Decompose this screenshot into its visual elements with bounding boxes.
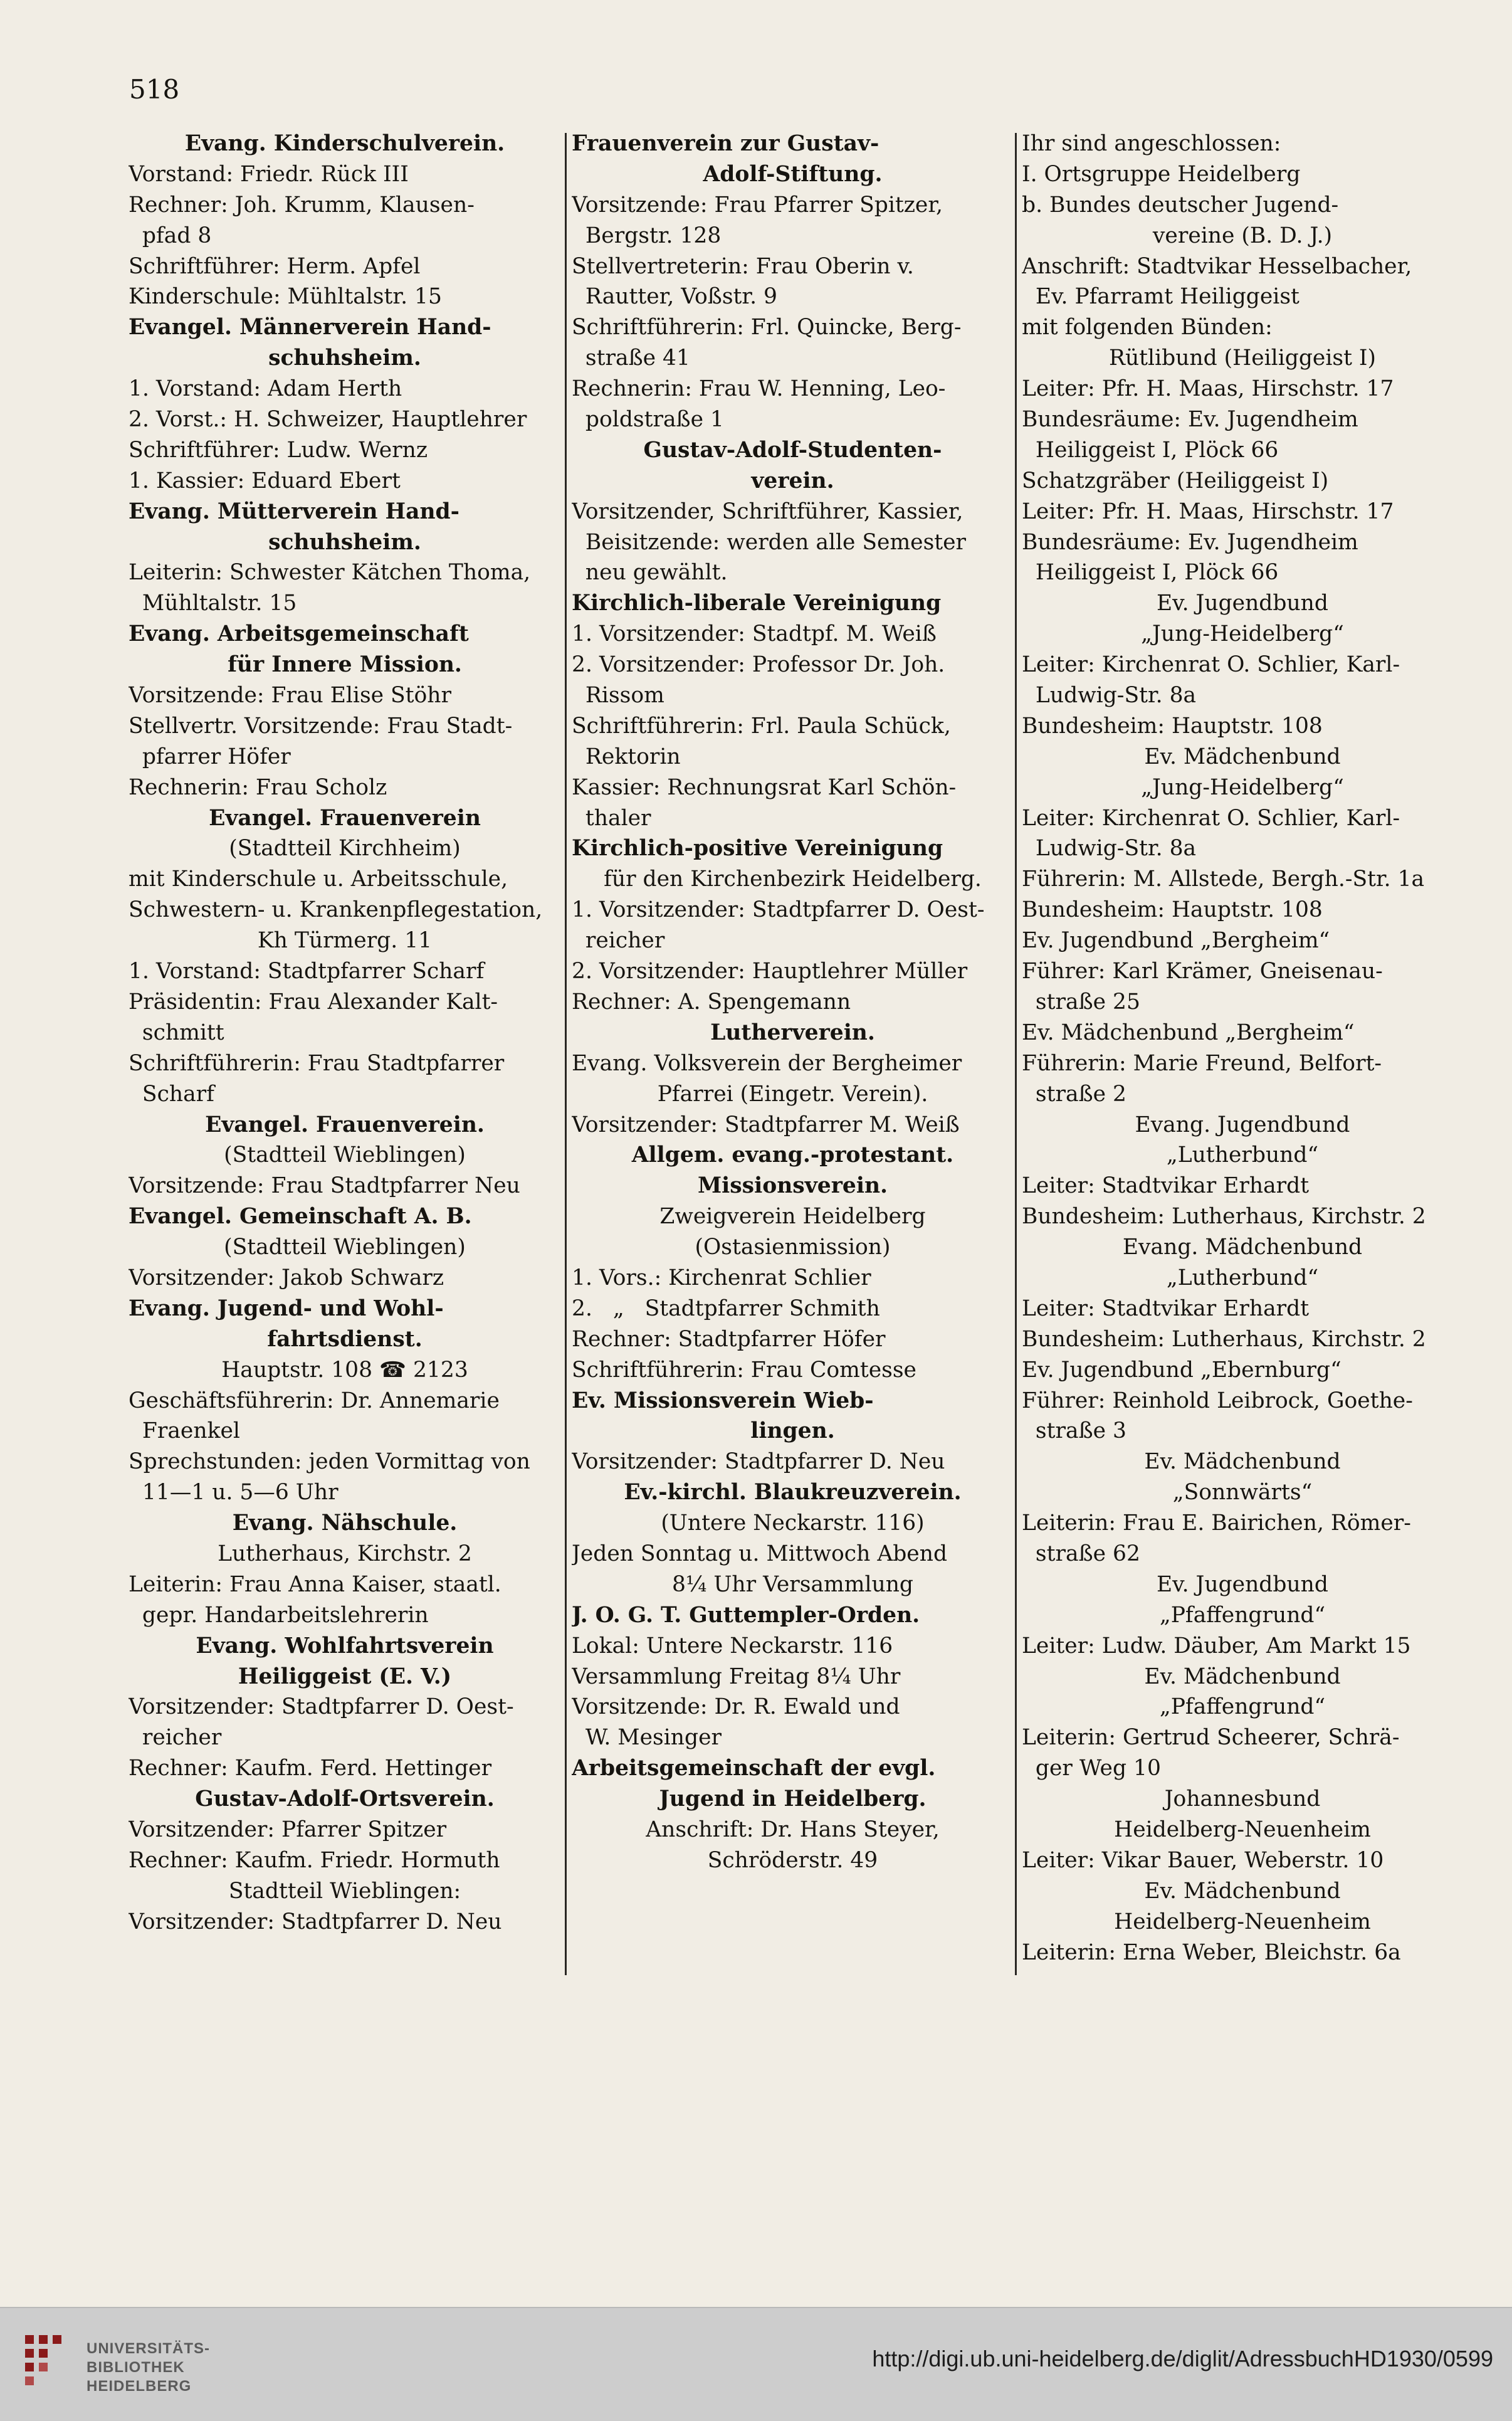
entry-heading: Evang. Nähschule.: [232, 1511, 458, 1536]
entry-line: Heiliggeist I, Plöck 66: [1022, 560, 1279, 586]
entry-line: Vorsitzende: Frau Stadtpfarrer Neu: [129, 1173, 520, 1199]
entry-line: poldstraße 1: [572, 407, 724, 433]
entry-line: Ev. Mädchenbund: [1144, 1664, 1341, 1689]
entry-line: Bundesheim: Lutherhaus, Kirchstr. 2: [1022, 1204, 1426, 1230]
entry-line: ger Weg 10: [1022, 1756, 1161, 1781]
entry-line: Vorsitzender: Pfarrer Spitzer: [129, 1817, 447, 1842]
entry-line: Vorstand: Friedr. Rück III: [129, 161, 409, 187]
entry-line: W. Mesinger: [572, 1725, 722, 1751]
permalink-url[interactable]: http://digi.ub.uni-heidelberg.de/diglit/AdressbuchHD1930/0599: [872, 2346, 1493, 2371]
entry-line: 1. Kassier: Eduard Ebert: [129, 468, 401, 493]
entry-line: Ev. Jugendbund „Ebernburg“: [1022, 1357, 1341, 1383]
entry-heading: Ev. Missionsverein Wieb-: [572, 1388, 874, 1413]
entry-line: Hauptstr. 108 ☎ 2123: [221, 1357, 468, 1383]
entry-line: Rechner: Kaufm. Friedr. Hormuth: [129, 1847, 500, 1873]
entry-line: 2. Vorsitzender: Professor Dr. Joh.: [572, 652, 945, 678]
entry-heading: Arbeitsgemeinschaft der evgl.: [572, 1756, 936, 1781]
entry-heading: Kirchlich-liberale Vereinigung: [572, 591, 942, 616]
entry-line: Vorsitzender: Stadtpfarrer D. Neu: [129, 1909, 502, 1934]
entry-line: Schriftführerin: Frl. Quincke, Berg-: [572, 315, 962, 340]
entry-line: 1. Vors.: Kirchenrat Schlier: [572, 1265, 871, 1290]
entry-line: (Untere Neckarstr. 116): [661, 1511, 925, 1536]
entry-line: Vorsitzender: Stadtpfarrer D. Oest-: [129, 1694, 514, 1720]
entry-heading: Lutherverein.: [710, 1020, 875, 1045]
entry-heading: fahrtsdienst.: [267, 1326, 423, 1352]
entry-line: Leiterin: Frau E. Bairichen, Römer-: [1022, 1511, 1411, 1536]
entry-line: vereine (B. D. J.): [1152, 223, 1333, 248]
entry-line: straße 2: [1022, 1081, 1126, 1107]
logo-line: UNIVERSITÄTS-: [87, 2340, 211, 2357]
entry-line: schmitt: [129, 1020, 224, 1045]
entry-line: Ev. Jugendbund: [1157, 1571, 1328, 1597]
entry-heading: Gustav-Adolf-Ortsverein.: [195, 1786, 495, 1812]
entry-line: für den Kirchenbezirk Heidelberg.: [604, 867, 982, 892]
entry-line: pfarrer Höfer: [129, 744, 291, 769]
entry-line: straße 62: [1022, 1541, 1140, 1566]
entry-line: Rechner: Stadtpfarrer Höfer: [572, 1326, 886, 1352]
entry-line: Leiter: Pfr. H. Maas, Hirschstr. 17: [1022, 498, 1394, 524]
entry-line: Beisitzende: werden alle Semester: [572, 529, 967, 555]
entry-line: „Sonnwärts“: [1172, 1480, 1313, 1506]
entry-line: Ev. Mädchenbund: [1144, 1449, 1341, 1475]
entry-line: Vorsitzender: Stadtpfarrer D. Neu: [572, 1449, 945, 1475]
entry-line: Schriftführer: Herm. Apfel: [129, 253, 421, 279]
library-logo-text: [87, 2339, 210, 2396]
text-column-2: [572, 129, 1014, 1876]
entry-line: Anschrift: Stadtvikar Hesselbacher,: [1022, 253, 1412, 279]
entry-line: Leiterin: Erna Weber, Bleichstr. 6a: [1022, 1939, 1401, 1965]
entry-line: Vorsitzende: Dr. R. Ewald und: [572, 1694, 900, 1720]
entry-line: „Pfaffengrund“: [1159, 1694, 1326, 1720]
entry-line: Rütlibund (Heiliggeist I): [1108, 345, 1376, 371]
entry-line: Ev. Jugendbund: [1157, 591, 1328, 616]
entry-line: „Pfaffengrund“: [1159, 1602, 1326, 1628]
entry-line: Ev. Mädchenbund: [1144, 1878, 1341, 1904]
entry-line: Leiterin: Gertrud Scheerer, Schrä-: [1022, 1725, 1400, 1751]
entry-line: Bundesräume: Ev. Jugendheim: [1022, 529, 1358, 555]
entry-heading: Evang. Arbeitsgemeinschaft: [129, 621, 469, 647]
entry-line: 1. Vorstand: Stadtpfarrer Scharf: [129, 959, 485, 984]
entry-line: straße 25: [1022, 989, 1140, 1015]
entry-heading: Heiliggeist (E. V.): [238, 1664, 452, 1689]
entry-heading: Gustav-Adolf-Studenten-: [643, 437, 942, 463]
entry-line: Ev. Pfarramt Heiliggeist: [1022, 284, 1299, 310]
entry-line: Präsidentin: Frau Alexander Kalt-: [129, 989, 498, 1015]
entry-line: Führerin: M. Allstede, Bergh.-Str. 1a: [1022, 867, 1425, 892]
entry-line: Schriftführerin: Frau Comtesse: [572, 1357, 916, 1383]
entry-line: „Jung-Heidelberg“: [1141, 774, 1344, 800]
entry-heading: für Innere Mission.: [228, 652, 462, 678]
entry-heading: Evangel. Gemeinschaft A. B.: [129, 1204, 472, 1230]
entry-line: Leiter: Pfr. H. Maas, Hirschstr. 17: [1022, 376, 1394, 402]
entry-line: Anschrift: Dr. Hans Steyer,: [646, 1817, 940, 1842]
library-logo-icon: [25, 2335, 76, 2390]
entry-line: 2. Vorst.: H. Schweizer, Hauptlehrer: [129, 407, 527, 433]
entry-line: Fraenkel: [129, 1418, 240, 1444]
entry-line: 2. Vorsitzender: Hauptlehrer Müller: [572, 959, 968, 984]
entry-line: Führerin: Marie Freund, Belfort-: [1022, 1050, 1382, 1076]
entry-line: neu gewählt.: [572, 560, 728, 586]
entry-line: 1. Vorsitzender: Stadtpf. M. Weiß: [572, 621, 937, 647]
entry-line: Ihr sind angeschlossen:: [1022, 131, 1281, 156]
entry-line: Rissom: [572, 683, 664, 709]
entry-line: 8¼ Uhr Versammlung: [671, 1571, 914, 1597]
entry-line: Schriftführerin: Frau Stadtpfarrer: [129, 1050, 505, 1076]
entry-line: mit folgenden Bünden:: [1022, 315, 1273, 340]
entry-line: Evang. Jugendbund: [1135, 1112, 1350, 1137]
entry-heading: Evangel. Frauenverein.: [205, 1112, 485, 1137]
entry-line: 2. „ Stadtpfarrer Schmith: [572, 1295, 880, 1321]
entry-line: Vorsitzender: Stadtpfarrer M. Weiß: [572, 1112, 960, 1137]
entry-line: Ludwig-Str. 8a: [1022, 683, 1197, 709]
entry-line: Ev. Mädchenbund: [1144, 744, 1341, 769]
entry-line: Leiter: Ludw. Däuber, Am Markt 15: [1022, 1633, 1411, 1659]
entry-line: Führer: Karl Krämer, Gneisenau-: [1022, 959, 1383, 984]
entry-line: Bundesheim: Hauptstr. 108: [1022, 897, 1323, 923]
entry-line: Mühltalstr. 15: [129, 591, 297, 616]
entry-line: Sprechstunden: jeden Vormittag von: [129, 1449, 530, 1475]
entry-line: Ludwig-Str. 8a: [1022, 836, 1197, 862]
logo-line: HEIDELBERG: [87, 2378, 192, 2395]
entry-line: Vorsitzender, Schriftführer, Kassier,: [572, 498, 963, 524]
entry-line: Kh Türmerg. 11: [257, 928, 433, 954]
entry-line: Lutherhaus, Kirchstr. 2: [218, 1541, 472, 1566]
entry-line: (Stadtteil Wieblingen): [224, 1235, 466, 1260]
entry-line: „Jung-Heidelberg“: [1141, 621, 1344, 647]
entry-line: gepr. Handarbeitslehrerin: [129, 1602, 429, 1628]
entry-line: Schriftführer: Ludw. Wernz: [129, 437, 428, 463]
entry-line: I. Ortsgruppe Heidelberg: [1022, 161, 1301, 187]
entry-heading: Evang. Mütterverein Hand-: [129, 498, 459, 524]
entry-heading: Jugend in Heidelberg.: [659, 1786, 927, 1812]
entry-line: Leiter: Stadtvikar Erhardt: [1022, 1295, 1310, 1321]
entry-line: Leiterin: Frau Anna Kaiser, staatl.: [129, 1571, 501, 1597]
entry-line: Stellvertr. Vorsitzende: Frau Stadt-: [129, 713, 513, 739]
entry-line: Bundesheim: Hauptstr. 108: [1022, 713, 1323, 739]
entry-heading: Allgem. evang.-protestant.: [631, 1142, 954, 1168]
entry-heading: Missionsverein.: [697, 1173, 888, 1199]
entry-line: Rechner: Joh. Krumm, Klausen-: [129, 192, 475, 218]
column-divider: [565, 133, 567, 1975]
entry-line: reicher: [572, 928, 665, 954]
entry-line: Rechnerin: Frau Scholz: [129, 774, 387, 800]
entry-line: Geschäftsführerin: Dr. Annemarie: [129, 1388, 500, 1413]
entry-heading: Adolf-Stiftung.: [703, 161, 883, 187]
entry-line: Vorsitzende: Frau Elise Stöhr: [129, 683, 452, 709]
entry-line: Rechnerin: Frau W. Henning, Leo-: [572, 376, 946, 402]
column-divider: [1015, 133, 1017, 1975]
entry-line: Evang. Volksverein der Bergheimer: [572, 1050, 962, 1076]
entry-line: Zweigverein Heidelberg: [659, 1204, 926, 1230]
entry-line: Heidelberg-Neuenheim: [1114, 1817, 1371, 1842]
entry-heading: Ev.-kirchl. Blaukreuzverein.: [624, 1480, 962, 1506]
entry-line: Kinderschule: Mühltalstr. 15: [129, 284, 442, 310]
entry-line: Ev. Mädchenbund „Bergheim“: [1022, 1020, 1355, 1045]
entry-line: (Ostasienmission): [695, 1235, 891, 1260]
entry-line: Vorsitzende: Frau Pfarrer Spitzer,: [572, 192, 943, 218]
entry-heading: schuhsheim.: [268, 345, 421, 371]
entry-line: Scharf: [129, 1081, 214, 1107]
entry-line: Schwestern- u. Krankenpflegestation,: [129, 897, 543, 923]
entry-line: Schröderstr. 49: [707, 1847, 878, 1873]
page-number: 518: [129, 74, 180, 105]
entry-line: Rektorin: [572, 744, 681, 769]
entry-heading: Evang. Wohlfahrtsverein: [196, 1633, 494, 1659]
entry-line: thaler: [572, 805, 651, 831]
entry-line: Heiliggeist I, Plöck 66: [1022, 437, 1279, 463]
library-footer-bar: [0, 2307, 1512, 2421]
entry-line: reicher: [129, 1725, 222, 1751]
entry-line: (Stadtteil Kirchheim): [229, 836, 461, 862]
entry-line: Bundesräume: Ev. Jugendheim: [1022, 407, 1358, 433]
logo-line: BIBLIOTHEK: [87, 2359, 185, 2376]
entry-line: Johannesbund: [1164, 1786, 1321, 1812]
entry-line: Pfarrei (Eingetr. Verein).: [657, 1081, 928, 1107]
entry-line: Leiter: Stadtvikar Erhardt: [1022, 1173, 1310, 1199]
entry-line: „Lutherbund“: [1166, 1142, 1319, 1168]
entry-line: straße 3: [1022, 1418, 1126, 1444]
entry-heading: lingen.: [750, 1418, 835, 1444]
entry-heading: schuhsheim.: [268, 529, 421, 555]
entry-line: straße 41: [572, 345, 690, 371]
entry-line: Leiter: Kirchenrat O. Schlier, Karl-: [1022, 652, 1400, 678]
entry-line: Schatzgräber (Heiliggeist I): [1022, 468, 1329, 493]
entry-line: Leiter: Vikar Bauer, Weberstr. 10: [1022, 1847, 1384, 1873]
text-column-1: [129, 129, 561, 1938]
entry-line: Rechner: A. Spengemann: [572, 989, 851, 1015]
entry-heading: Evang. Jugend- und Wohl-: [129, 1295, 444, 1321]
entry-line: Rautter, Voßstr. 9: [572, 284, 777, 310]
entry-heading: Evang. Kinderschulverein.: [184, 131, 505, 156]
entry-heading: J. O. G. T. Guttempler-Orden.: [572, 1602, 920, 1628]
entry-line: „Lutherbund“: [1166, 1265, 1319, 1290]
entry-heading: verein.: [751, 468, 834, 493]
entry-line: Lokal: Untere Neckarstr. 116: [572, 1633, 893, 1659]
entry-heading: Evangel. Frauenverein: [209, 805, 481, 831]
entry-line: Bundesheim: Lutherhaus, Kirchstr. 2: [1022, 1326, 1426, 1352]
entry-heading: Kirchlich-positive Vereinigung: [572, 836, 943, 862]
entry-line: Leiter: Kirchenrat O. Schlier, Karl-: [1022, 805, 1400, 831]
entry-heading: Evangel. Männerverein Hand-: [129, 315, 491, 340]
entry-line: Stadtteil Wieblingen:: [228, 1878, 461, 1904]
entry-line: b. Bundes deutscher Jugend-: [1022, 192, 1339, 218]
entry-line: Heidelberg-Neuenheim: [1114, 1909, 1371, 1934]
entry-line: Stellvertreterin: Frau Oberin v.: [572, 253, 914, 279]
entry-line: Führer: Reinhold Leibrock, Goethe-: [1022, 1388, 1413, 1413]
entry-line: 1. Vorstand: Adam Herth: [129, 376, 402, 402]
entry-line: 11—1 u. 5—6 Uhr: [129, 1480, 339, 1506]
entry-heading: Frauenverein zur Gustav-: [572, 131, 879, 156]
entry-line: Schriftführerin: Frl. Paula Schück,: [572, 713, 951, 739]
text-column-3: [1022, 129, 1463, 1968]
entry-line: Kassier: Rechnungsrat Karl Schön-: [572, 774, 957, 800]
entry-line: Bergstr. 128: [572, 223, 722, 248]
entry-line: Vorsitzender: Jakob Schwarz: [129, 1265, 444, 1290]
entry-line: Ev. Jugendbund „Bergheim“: [1022, 928, 1330, 954]
entry-line: pfad 8: [129, 223, 212, 248]
entry-line: (Stadtteil Wieblingen): [224, 1142, 466, 1168]
entry-line: Rechner: Kaufm. Ferd. Hettinger: [129, 1756, 492, 1781]
entry-line: mit Kinderschule u. Arbeitsschule,: [129, 867, 508, 892]
entry-line: Versammlung Freitag 8¼ Uhr: [572, 1664, 901, 1689]
entry-line: 1. Vorsitzender: Stadtpfarrer D. Oest-: [572, 897, 985, 923]
entry-line: Jeden Sonntag u. Mittwoch Abend: [572, 1541, 948, 1566]
entry-line: Leiterin: Schwester Kätchen Thoma,: [129, 560, 531, 586]
entry-line: Evang. Mädchenbund: [1122, 1235, 1363, 1260]
